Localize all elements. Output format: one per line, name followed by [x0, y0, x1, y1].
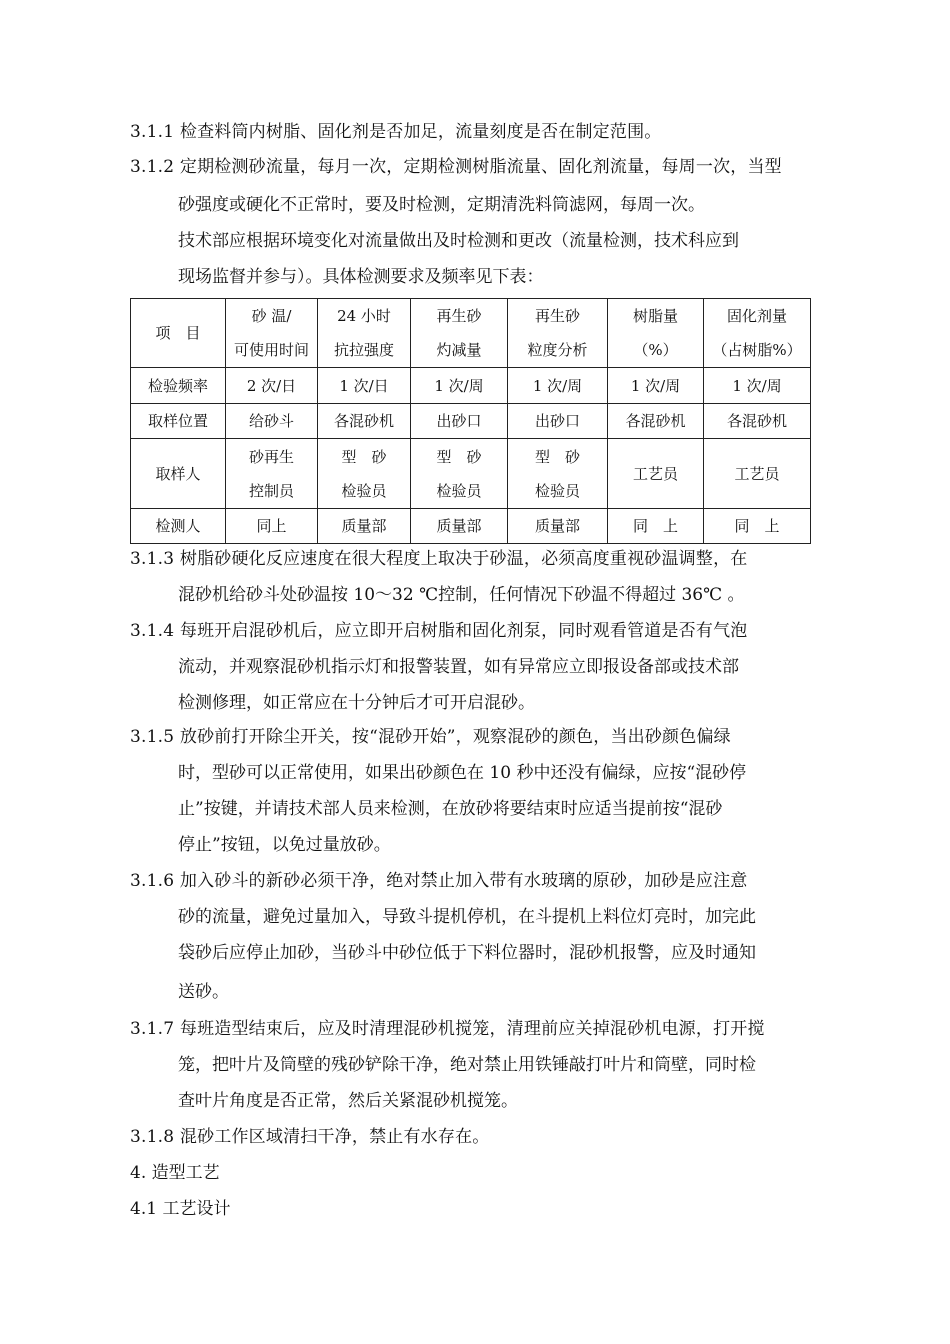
- clause-number: 3.1.6: [130, 871, 175, 891]
- table-row: [131, 404, 811, 439]
- clause-text-line: 树脂砂硬化反应速度在很大程度上取决于砂温，必须高度重视砂温调整，在: [179, 549, 748, 569]
- paragraph-3-1-2: [130, 150, 810, 184]
- table-cell: 1 次/周: [508, 368, 608, 404]
- table-cell: 质量部: [411, 509, 508, 544]
- table-cell: 项 目: [131, 299, 226, 368]
- clause-text-line: 砂的流量，避免过量加入，导致斗提机停机，在斗提机上料位灯亮时，加完此: [178, 907, 756, 927]
- paragraph-3-1-6: [130, 864, 810, 898]
- table-cell: 型 砂 检验员: [508, 439, 608, 509]
- clause-text-line: 放砂前打开除尘开关，按“混砂开始”，观察混砂的颜色，当出砂颜色偏绿: [179, 727, 731, 747]
- clause-number: 3.1.1: [130, 122, 175, 142]
- subsection-heading: 4.1 工艺设计: [130, 1199, 231, 1219]
- table-cell: 再生砂 灼减量: [411, 299, 508, 368]
- clause-text-line: 检测修理，如正常应在十分钟后才可开启混砂。: [178, 693, 535, 713]
- clause-text-line: 现场监督并参与）。具体检测要求及频率见下表：: [178, 267, 544, 287]
- table-cell: 树脂量 （%）: [608, 299, 704, 368]
- table-cell: 工艺员: [704, 439, 811, 509]
- table-cell: 各混砂机: [704, 404, 811, 439]
- clause-number: 3.1.3: [130, 549, 175, 569]
- clause-number: 3.1.4: [130, 621, 175, 641]
- clause-text-line: 时，型砂可以正常使用，如果出砂颜色在 10 秒中还没有偏绿，应按“混砂停: [178, 763, 747, 783]
- table-cell: 质量部: [318, 509, 411, 544]
- table-cell: 1 次/周: [704, 368, 811, 404]
- clause-text: 检查料筒内树脂、固化剂是否加足，流量刻度是否在制定范围。: [179, 122, 662, 142]
- clause-number: 3.1.5: [130, 727, 175, 747]
- clause-text-line: 混砂机给砂斗处砂温按 10～32 ℃控制，任何情况下砂温不得超过 36℃ 。: [178, 585, 745, 605]
- table-row: [131, 368, 811, 404]
- clause-text-line: 技术部应根据环境变化对流量做出及时检测和更改（流量检测，技术科应到: [178, 231, 739, 251]
- table-row: [131, 439, 811, 509]
- clause-text-line: 定期检测砂流量，每月一次，定期检测树脂流量、固化剂流量，每周一次，当型: [179, 157, 782, 177]
- table-cell: 2 次/日: [226, 368, 318, 404]
- table-cell: 取样位置: [131, 404, 226, 439]
- clause-text-line: 砂强度或硬化不正常时，要及时检测，定期清洗料筒滤网，每周一次。: [178, 195, 705, 215]
- clause-text-line: 袋砂后应停止加砂，当砂斗中砂位低于下料位器时，混砂机报警，应及时通知: [178, 943, 756, 963]
- clause-number: 3.1.7: [130, 1019, 175, 1039]
- table-cell: 工艺员: [608, 439, 704, 509]
- clause-text-line: 止”按键，并请技术部人员来检测，在放砂将要结束时应适当提前按“混砂: [178, 799, 723, 819]
- section-heading: 4. 造型工艺: [130, 1163, 220, 1183]
- paragraph-3-1-8: [130, 1120, 810, 1154]
- table-cell: 给砂斗: [226, 404, 318, 439]
- clause-text-line: 每班造型结束后，应及时清理混砂机搅笼，清理前应关掉混砂机电源，打开搅: [179, 1019, 765, 1039]
- table-cell: 砂再生 控制员: [226, 439, 318, 509]
- table-cell: 1 次/周: [411, 368, 508, 404]
- table-cell: 各混砂机: [608, 404, 704, 439]
- paragraph-3-1-1: [130, 115, 810, 149]
- table-cell: 1 次/日: [318, 368, 411, 404]
- table-cell: 同上: [226, 509, 318, 544]
- paragraph-3-1-7: [130, 1012, 810, 1046]
- table-cell: 24 小时 抗拉强度: [318, 299, 411, 368]
- clause-text: 混砂工作区域清扫干净，禁止有水存在。: [179, 1127, 490, 1147]
- clause-text-line: 查叶片角度是否正常，然后关紧混砂机搅笼。: [178, 1091, 518, 1111]
- clause-number: 3.1.8: [130, 1127, 175, 1147]
- table-cell: 检测人: [131, 509, 226, 544]
- table-cell: 1 次/周: [608, 368, 704, 404]
- clause-number: 3.1.2: [130, 157, 175, 177]
- table-cell: 型 砂 检验员: [411, 439, 508, 509]
- table-cell: 同 上: [608, 509, 704, 544]
- inspection-frequency-table: [130, 298, 811, 544]
- clause-text-line: 每班开启混砂机后，应立即开启树脂和固化剂泵，同时观看管道是否有气泡: [179, 621, 748, 641]
- clause-text-line: 流动，并观察混砂机指示灯和报警装置，如有异常应立即报设备部或技术部: [178, 657, 739, 677]
- table-cell: 质量部: [508, 509, 608, 544]
- table-cell: 同 上: [704, 509, 811, 544]
- table-cell: 检验频率: [131, 368, 226, 404]
- paragraph-3-1-3: [130, 542, 810, 576]
- clause-text-line: 加入砂斗的新砂必须干净，绝对禁止加入带有水玻璃的原砂，加砂是应注意: [179, 871, 748, 891]
- table-cell: 固化剂量 （占树脂%）: [704, 299, 811, 368]
- table-cell: 砂 温/ 可使用时间: [226, 299, 318, 368]
- clause-text-line: 停止”按钮，以免过量放砂。: [178, 835, 391, 855]
- table-header-row: [131, 299, 811, 368]
- table-cell: 取样人: [131, 439, 226, 509]
- paragraph-3-1-5: [130, 720, 810, 754]
- table-cell: 各混砂机: [318, 404, 411, 439]
- clause-text-line: 笼，把叶片及筒壁的残砂铲除干净，绝对禁止用铁锤敲打叶片和筒壁，同时检: [178, 1055, 756, 1075]
- paragraph-3-1-4: [130, 614, 810, 648]
- table-cell: 再生砂 粒度分析: [508, 299, 608, 368]
- table-cell: 型 砂 检验员: [318, 439, 411, 509]
- clause-text-line: 送砂。: [178, 982, 229, 1002]
- table-cell: 出砂口: [508, 404, 608, 439]
- table-row: [131, 509, 811, 544]
- table-cell: 出砂口: [411, 404, 508, 439]
